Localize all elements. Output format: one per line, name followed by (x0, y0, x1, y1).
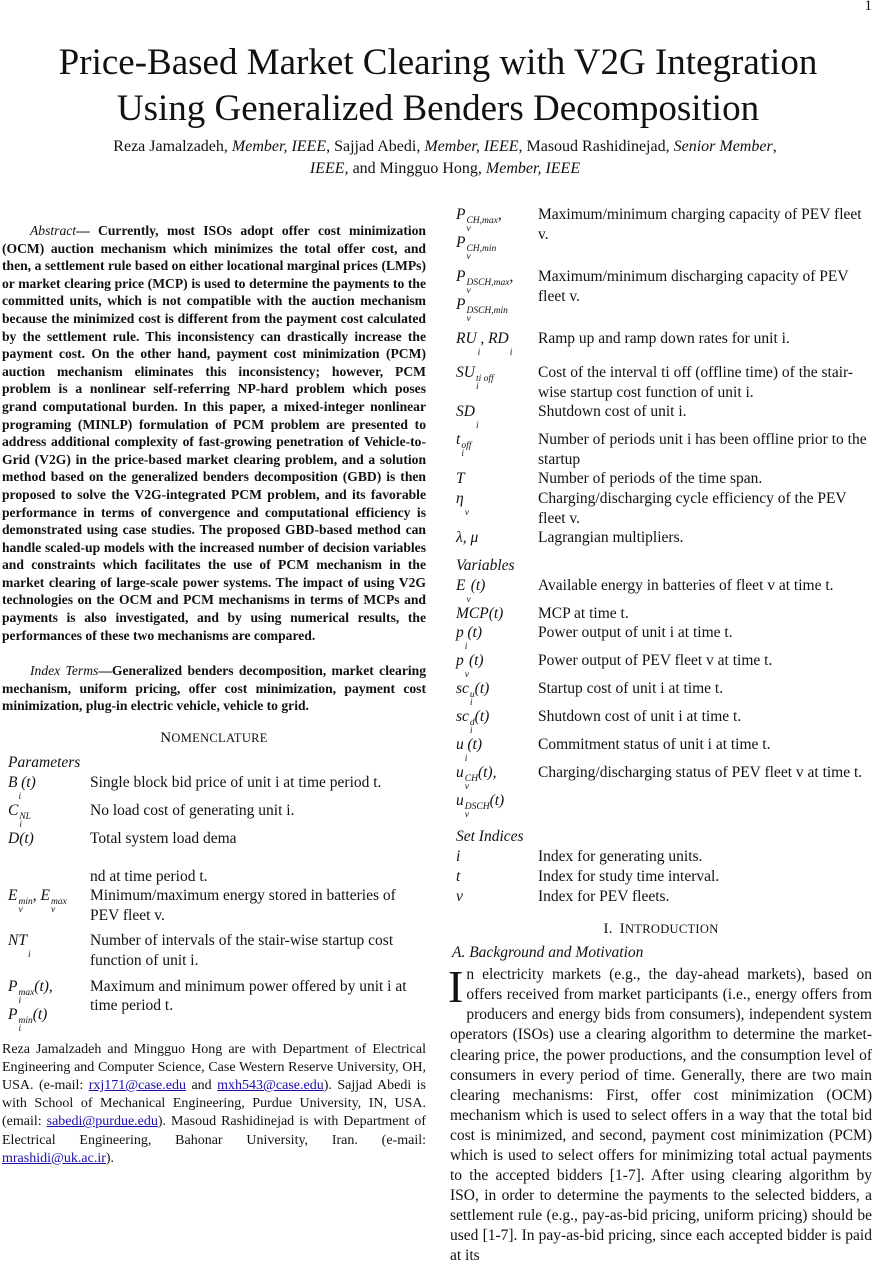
entry-symbol (450, 679, 538, 707)
entry-description: Number of periods unit i has been offline prior to the startup (538, 431, 867, 468)
symbol-line (456, 763, 538, 791)
nomenclature-entry (450, 489, 872, 528)
nomenclature-entry (450, 329, 872, 357)
symbol-text: (t), (477, 764, 497, 782)
symbol-text: P (456, 296, 466, 313)
symbol-text: P (456, 206, 466, 223)
symbol-text: (t) (474, 680, 490, 698)
symbol-text: SD (456, 403, 475, 421)
symbol-text: , RD (480, 330, 509, 347)
symbol-line (456, 679, 538, 707)
symbol-line (456, 847, 538, 867)
symbol-text: , (509, 268, 514, 285)
symbol-line (8, 886, 90, 914)
abstract-label: Abstract (30, 223, 77, 238)
nomenclature-entry (2, 867, 426, 887)
symbol-line (8, 829, 90, 849)
entry-description: Index for generating units. (538, 848, 703, 866)
entry-symbol (2, 867, 90, 887)
superscript: max (18, 987, 35, 998)
symbol-text: D(t) (8, 830, 34, 848)
symbol-line (456, 295, 538, 323)
entry-symbol (450, 651, 538, 679)
entry-description: nd at time period t. (90, 867, 208, 885)
entry-symbol (450, 469, 538, 489)
subscript: i (18, 1023, 22, 1034)
subscript: v (18, 905, 23, 916)
right-column (450, 205, 872, 1267)
variables-label: Variables (456, 556, 515, 574)
symbol-line (456, 363, 538, 391)
entry-description: Charging/discharging cycle efficiency of the PEV fleet v. (538, 489, 847, 527)
symbol-line (456, 233, 538, 261)
index-terms (2, 662, 426, 715)
symbol-script (466, 279, 509, 295)
entry-symbol (450, 430, 538, 469)
abstract-text: — Currently, most ISOs adopt offer cost minimization (OCM) auction mechanism which minimizes the total offer cost, and then, a settlement rule based on either locational marginal prices (LMPs) or market clearing price (MCP) is used to determine the payments to the committed units, which is not compatible with the auction mechanism because the minimized cost is different from the payment cost calculated by the settlement rule. This inconsistency can drastically increase the payment cost. On the other hand, payment cost minimization (PCM) auction mechanism eliminates this inconsistency; however, PCM problem is a nonlinear self-referring NP-hard problem which poses grand computational burden. In this paper, a mixed-integer nonlinear programing (MINLP) formulation of PCM problem are presented to address additional complexity of fast-growing penetration of Vehicle-to-Grid (V2G) in the price-based market clearing problem, and a solution method based on the generalized benders decomposition (GBD) is then proposed to solve the V2G-integrated PCM problem, and its favorable performance in terms of convergence and computational efficiency is demonstrated using case studies. The proposed GBD-based method can handle scaled-up models with the increased number of decision variables and constraints which facilitates the use of PCM mechanism in the market clearing of large-scale power systems. The impact of using V2G technologies on the OCM and PCM mechanisms in terms of MCPs and payments is also investigated, and by using numerical results, the performances of these two mechanisms are compared. (2, 223, 426, 643)
entry-description: Number of periods of the time span. (538, 470, 763, 488)
entry-description: Maximum and minimum power offered by unit i at time period t. (90, 977, 407, 1015)
nomenclature-entry (2, 829, 426, 849)
entry-description: Maximum/minimum discharging capacity of PEV fleet v. (538, 268, 849, 305)
entry-description: Startup cost of unit i at time t. (538, 680, 724, 698)
title-line-2: Using Generalized Benders Decomposition (116, 88, 760, 129)
nomenclature-entry (450, 604, 872, 624)
symbol-text: t (456, 867, 461, 885)
subscript: i (27, 950, 31, 961)
symbol-script (465, 501, 469, 517)
nomenclature-entry (450, 267, 872, 323)
footnote-text: ). (105, 1150, 115, 1166)
symbol-script (28, 943, 31, 959)
superscript: CH (464, 774, 478, 785)
symbol-line (8, 801, 90, 829)
symbol-line (456, 402, 538, 430)
symbol-text: SU (456, 364, 475, 381)
symbol-text: E (456, 576, 466, 594)
entry-description: Commitment status of unit i at time t. (538, 736, 771, 754)
entry-symbol (450, 528, 538, 548)
parameters-list-continued (450, 205, 872, 548)
symbol-text: MCP(t) (456, 604, 504, 622)
subscript: i (475, 382, 479, 392)
entry-description: Cost of the interval ti off (offline time) of the stair-wise startup cost function of unit i. (538, 364, 854, 401)
entry-symbol (450, 329, 538, 357)
symbol-text: E (8, 887, 18, 905)
symbol-script (18, 898, 32, 914)
entry-description: Ramp up and ramp down rates for unit i. (538, 330, 790, 347)
symbol-text: B (8, 774, 18, 792)
symbol-script (19, 813, 31, 829)
subscript: i (509, 348, 513, 358)
entry-description: Total system load dema (90, 830, 237, 848)
subscript: i (18, 995, 22, 1006)
nomenclature-entry (450, 679, 872, 707)
author-affiliation-footnote (2, 1041, 426, 1168)
entry-symbol (450, 489, 538, 528)
subsection-heading: A. Background and Motivation (452, 944, 644, 962)
superscript: min (18, 1015, 33, 1026)
nomenclature-entry (450, 576, 872, 604)
symbol-text: u (456, 764, 464, 782)
symbol-text: (t) (468, 652, 484, 670)
symbol-text: T (456, 470, 465, 488)
subscript: v (464, 670, 469, 681)
symbol-script (51, 898, 67, 914)
symbol-text: P (456, 234, 466, 251)
symbol-text: p (456, 652, 464, 670)
author-name: Mingguo Hong (379, 160, 478, 177)
nomenclature-entry (2, 773, 426, 801)
entry-symbol (450, 363, 538, 402)
symbol-line (456, 707, 538, 735)
symbol-text: , E (32, 887, 50, 905)
author-list: Reza Jamalzadeh, Member, IEEE, Sajjad Abedi, Member, IEEE, Masoud Rashidinejad, Senior Member, IEEE, and Mingguo Hong, Member, IEEE (113, 138, 777, 177)
entry-description: Index for PEV fleets. (538, 887, 670, 905)
symbol-line (456, 329, 538, 357)
subscript: v (466, 286, 471, 296)
email-link[interactable]: sabedi@purdue.edu (46, 1114, 158, 1130)
symbol-text: λ, μ (456, 529, 479, 547)
author-name: Masoud Rashidinejad (526, 138, 666, 155)
entry-symbol (450, 887, 538, 907)
symbol-line (456, 430, 538, 458)
superscript: max (50, 897, 67, 908)
symbol-line (456, 489, 538, 517)
symbol-text: (t) (470, 576, 486, 594)
drop-cap: I (448, 961, 464, 1013)
symbol-text: (t), (34, 977, 53, 995)
abstract (2, 222, 426, 644)
subscript: v (464, 810, 469, 821)
title-line-1: Price-Based Market Clearing with V2G Integration (58, 42, 818, 83)
symbol-line (8, 977, 90, 1005)
symbol-text: u (456, 736, 464, 754)
nomenclature-entry (2, 886, 426, 925)
entry-description: MCP at time t. (538, 604, 629, 622)
symbol-line (8, 773, 90, 801)
symbol-line (456, 604, 538, 624)
entry-description: Lagrangian multipliers. (538, 529, 684, 547)
symbol-script (466, 307, 507, 323)
spacer (2, 849, 426, 867)
entry-symbol (450, 763, 538, 819)
subscript: i (477, 348, 481, 358)
symbol-line (456, 735, 538, 763)
entry-symbol (450, 867, 538, 887)
nomenclature-entry (450, 469, 872, 489)
symbol-text: (t) (489, 792, 505, 810)
index-terms-label: Index Terms (30, 663, 99, 679)
introduction-heading (450, 920, 872, 938)
superscript: CH,max (466, 216, 498, 226)
subscript: v (466, 252, 471, 262)
symbol-text: RU (456, 330, 477, 347)
symbol-line (456, 867, 538, 887)
entry-symbol (2, 773, 90, 801)
nomenclature-heading-text: NOMENCLATURE (160, 730, 268, 747)
subscript: v (466, 224, 471, 234)
email-link[interactable]: mxh543@case.edu (217, 1078, 324, 1093)
parameters-list (2, 773, 426, 1033)
symbol-line (456, 651, 538, 679)
symbol-text: u (456, 792, 464, 810)
symbol-line (456, 887, 538, 907)
nomenclature-entry (450, 402, 872, 430)
symbol-text: P (456, 268, 466, 285)
author-role-cont: IEEE, (309, 160, 349, 177)
entry-description: Single block bid price of unit i at time period t. (90, 774, 382, 792)
symbol-text: t (456, 431, 461, 449)
subscript: i (464, 642, 468, 653)
nomenclature-entry (450, 735, 872, 763)
subscript: v (466, 594, 471, 605)
nomenclature-entry (450, 363, 872, 402)
subscript: v (466, 314, 471, 324)
footnote-text: and (185, 1078, 218, 1093)
symbol-text: , (497, 206, 502, 223)
symbol-line (456, 528, 538, 548)
symbol-line (8, 1005, 90, 1033)
email-link[interactable]: rxj171@case.edu (88, 1078, 186, 1093)
symbol-script (465, 803, 490, 819)
introduction-section (450, 920, 872, 1266)
symbol-script (466, 217, 497, 233)
symbol-script (18, 989, 34, 1005)
entry-description: Number of intervals of the stair-wise startup cost function of unit i. (90, 932, 394, 969)
subscript: i (469, 726, 473, 737)
footnote-text: ). Masoud Rashidinejad is with Department of Electrical Engineering, Bahonar University, Iran. (e-mail: (2, 1114, 427, 1148)
entry-symbol (450, 735, 538, 763)
subscript: v (464, 782, 469, 793)
subscript: i (19, 820, 22, 831)
symbol-script (465, 775, 478, 791)
subscript: i (18, 792, 22, 803)
footnote-text: ). Sajjad Abedi is with School of Mechanical Engineering, Purdue University, IN, USA. (email: (2, 1078, 426, 1130)
variables-list (450, 576, 872, 820)
symbol-script (510, 341, 513, 357)
symbol-line (456, 205, 538, 233)
superscript: NL (19, 812, 31, 823)
nomenclature-entry (450, 528, 872, 548)
author-role: Member, IEEE (424, 138, 519, 155)
symbol-text: sc (456, 708, 469, 726)
entry-description: Index for study time interval. (538, 867, 720, 885)
symbol-text: P (8, 1005, 18, 1023)
nomenclature-entry (450, 205, 872, 261)
symbol-text: NT (8, 932, 27, 950)
superscript: min (18, 897, 33, 908)
subscript: i (461, 449, 464, 460)
symbol-text: (t) (21, 774, 36, 792)
symbol-text: η (456, 489, 464, 507)
entry-description: No load cost of generating unit i. (90, 802, 295, 820)
symbol-script (476, 414, 479, 430)
subscript: v (50, 905, 56, 916)
entry-symbol (2, 977, 90, 1033)
symbol-text: P (8, 977, 18, 995)
symbol-line (456, 576, 538, 604)
entry-symbol (2, 801, 90, 829)
superscript: d (469, 718, 475, 729)
entry-description: Charging/discharging status of PEV fleet v at time t. (538, 764, 863, 782)
superscript: ti off (475, 374, 494, 384)
subscript: i (469, 698, 473, 709)
section-number: I. (603, 921, 613, 938)
author-role: Senior Member (673, 138, 773, 155)
entry-symbol (450, 267, 538, 323)
symbol-text: p (456, 624, 464, 642)
symbol-script (466, 245, 496, 261)
entry-description: Power output of unit i at time t. (538, 624, 733, 642)
nomenclature-entry (2, 801, 426, 829)
subscript: v (464, 507, 469, 518)
symbol-line (456, 267, 538, 295)
entry-symbol (2, 931, 90, 970)
email-link[interactable]: mrashidi@uk.ac.ir (2, 1150, 106, 1166)
left-column (2, 222, 426, 1168)
subscript: i (464, 754, 468, 765)
footnote-text: Reza Jamalzadeh and Mingguo Hong are with Department of Electrical Engineering and Computer Science, Case Western Reserve University, OH, USA. (e-mail: (2, 1041, 426, 1093)
nomenclature-entry (450, 623, 872, 651)
nomenclature-entry (450, 430, 872, 469)
entry-description: Shutdown cost of unit i. (538, 403, 687, 421)
superscript: CH,min (466, 244, 497, 254)
introduction-paragraph (448, 961, 872, 1266)
entry-symbol (450, 604, 538, 624)
entry-description: Power output of PEV fleet v at time t. (538, 652, 773, 670)
symbol-text: v (456, 887, 463, 905)
symbol-line (456, 623, 538, 651)
symbol-script (461, 442, 471, 458)
symbol-text: (t) (474, 708, 490, 726)
symbol-text: sc (456, 680, 469, 698)
entry-description: Shutdown cost of unit i at time t. (538, 708, 742, 726)
entry-description: Maximum/minimum charging capacity of PEV fleet v. (538, 206, 862, 243)
entry-symbol (450, 576, 538, 604)
superscript: DSCH,min (466, 306, 508, 316)
symbol-line (8, 931, 90, 959)
parameters-label: Parameters (8, 754, 81, 772)
set-indices-label: Set Indices (456, 828, 524, 846)
symbol-text: (t) (467, 736, 483, 754)
entry-symbol (2, 829, 90, 849)
paper-title (0, 40, 876, 132)
nomenclature-entry (450, 763, 872, 819)
entry-description: Available energy in batteries of fleet v at time t. (538, 576, 834, 594)
subscript: i (475, 421, 479, 432)
introduction-heading-text: INTRODUCTION (619, 921, 719, 938)
superscript: DSCH (464, 802, 490, 813)
nomenclature-entry (2, 977, 426, 1033)
entry-symbol (450, 707, 538, 735)
nomenclature-entry (450, 651, 872, 679)
index-terms-text: —Generalized benders decomposition, market clearing mechanism, uniform pricing, offer cost minimization, payment cost minimization, plug-in electric vehicle, vehicle to grid. (2, 663, 426, 714)
entry-symbol (450, 205, 538, 261)
set-indices-list (450, 847, 872, 906)
symbol-line (456, 791, 538, 819)
symbol-script (476, 375, 494, 391)
entry-description: Minimum/maximum energy stored in batteries of PEV fleet v. (90, 887, 396, 924)
entry-symbol (2, 886, 90, 925)
superscript: DSCH,max (466, 278, 510, 288)
nomenclature-entry (450, 887, 872, 907)
author-name: Reza Jamalzadeh (113, 138, 224, 155)
nomenclature-heading (2, 729, 426, 747)
nomenclature-entry (450, 867, 872, 887)
nomenclature-entry (450, 707, 872, 735)
symbol-script (18, 1017, 32, 1033)
page-number: 1 (864, 0, 872, 14)
nomenclature-entry (2, 931, 426, 970)
nomenclature-entry (450, 847, 872, 867)
superscript: off (461, 441, 472, 452)
superscript: u (469, 690, 475, 701)
author-name: Sajjad Abedi (334, 138, 417, 155)
entry-symbol (450, 623, 538, 651)
entry-symbol (450, 402, 538, 430)
entry-symbol (450, 847, 538, 867)
symbol-text: (t) (467, 624, 483, 642)
nomenclature-section (2, 729, 426, 1033)
symbol-text: i (456, 848, 461, 866)
symbol-text: (t) (32, 1005, 48, 1023)
author-role: Member, IEEE (231, 138, 327, 155)
author-role: Member, IEEE (485, 160, 581, 177)
symbol-text: C (8, 802, 19, 820)
paragraph-text: n electricity markets (e.g., the day-ahead markets), based on offers received from market participants (i.e., energy offers from producers and energy bids from consumers), independent system operators (ISOs) use a clearing algorithm to determine the market-clearing price, the power productions, and the consumption level of consumers in every period of time. Generally, there are two main clearing mechanisms: First, offer cost minimization (OCM) mechanism which is used to select offers in a way that the total bid cost is minimized, and second, payment cost minimization (PCM) which is used to select offers for minimizing total actual payments to the accepted bidders [1-7]. After using clearing algorithm by ISO, in order to determine the payments to the selected bidders, a settlement rule (e.g., pay-as-bid pricing, uniform pricing) should be used [1-7]. In pay-as-bid pricing, since each accepted bidder is paid at its (450, 966, 872, 1265)
symbol-line (456, 469, 538, 489)
